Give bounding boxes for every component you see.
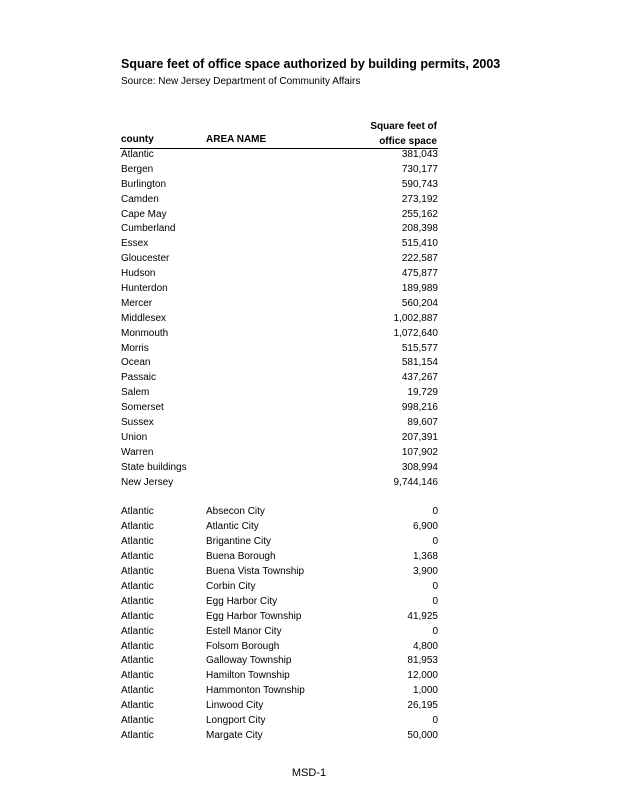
cell-county: Passaic — [121, 372, 157, 384]
cell-office-space: 9,744,146 — [393, 476, 438, 488]
column-header-office-space-line2: office space — [379, 136, 437, 147]
table-row — [121, 386, 438, 401]
cell-county: Salem — [121, 387, 150, 399]
table-row — [121, 580, 438, 595]
cell-office-space: 0 — [432, 580, 438, 592]
cell-office-space: 0 — [432, 506, 438, 518]
cell-office-space: 515,577 — [401, 342, 438, 354]
cell-area-name: Egg Harbor City — [206, 595, 278, 607]
section-spacer — [121, 490, 438, 505]
table-row — [121, 640, 438, 655]
cell-county: Ocean — [121, 357, 151, 369]
data-table — [121, 148, 438, 744]
municipal-section — [121, 505, 438, 743]
table-row — [121, 535, 438, 550]
cell-office-space: 26,195 — [407, 700, 438, 712]
table-row — [121, 565, 438, 580]
table-row — [121, 178, 438, 193]
cell-county: Hunterdon — [121, 283, 168, 295]
table-row — [121, 222, 438, 237]
cell-area-name: Linwood City — [206, 700, 264, 712]
cell-office-space: 581,154 — [401, 357, 438, 369]
cell-office-space: 19,729 — [407, 387, 438, 399]
cell-office-space: 0 — [432, 595, 438, 607]
cell-office-space: 730,177 — [401, 163, 438, 175]
cell-area-name: Egg Harbor Township — [206, 610, 302, 622]
cell-county: Essex — [121, 238, 149, 250]
cell-area-name: Buena Borough — [206, 551, 276, 563]
cell-county: State buildings — [121, 461, 187, 473]
cell-county: Middlesex — [121, 312, 167, 324]
cell-county: Atlantic — [121, 610, 154, 622]
cell-county: Atlantic — [121, 566, 154, 578]
table-row — [121, 714, 438, 729]
table-row — [121, 654, 438, 669]
cell-county: Atlantic — [121, 149, 154, 160]
cell-office-space: 41,925 — [407, 610, 438, 622]
cell-area-name: Folsom Borough — [206, 640, 280, 652]
cell-office-space: 1,002,887 — [393, 312, 438, 324]
cell-office-space: 81,953 — [407, 655, 438, 667]
cell-area-name: Corbin City — [206, 580, 256, 592]
table-row — [121, 625, 438, 640]
table-row — [121, 267, 438, 282]
cell-county: Somerset — [121, 402, 164, 414]
table-row — [121, 669, 438, 684]
column-header-office-space-line1: Square feet of — [370, 121, 437, 132]
cell-area-name: Absecon City — [206, 506, 265, 518]
cell-county: Atlantic — [121, 729, 154, 741]
table-row — [121, 431, 438, 446]
table-row — [121, 312, 438, 327]
cell-county: New Jersey — [121, 476, 174, 488]
table-row — [121, 193, 438, 208]
cell-area-name: Buena Vista Township — [206, 566, 305, 578]
cell-office-space: 560,204 — [401, 297, 438, 309]
table-row — [121, 729, 438, 744]
table-row — [121, 699, 438, 714]
table-row — [121, 416, 438, 431]
cell-office-space: 1,368 — [412, 551, 438, 563]
cell-county: Atlantic — [121, 506, 154, 518]
cell-county: Atlantic — [121, 700, 154, 712]
table-row — [121, 446, 438, 461]
cell-county: Atlantic — [121, 580, 154, 592]
cell-area-name: Margate City — [206, 729, 263, 741]
cell-county: Camden — [121, 193, 159, 205]
table-row — [121, 208, 438, 223]
cell-county: Sussex — [121, 417, 154, 429]
cell-office-space: 50,000 — [407, 729, 438, 741]
cell-county: Atlantic — [121, 655, 154, 667]
cell-office-space: 998,216 — [401, 402, 438, 414]
table-row — [121, 461, 438, 476]
table-row — [121, 297, 438, 312]
column-header-office-space — [330, 119, 437, 149]
cell-county: Monmouth — [121, 327, 169, 339]
cell-county: Union — [121, 431, 148, 443]
cell-area-name: Hammonton Township — [206, 685, 305, 697]
cell-office-space: 590,743 — [401, 178, 438, 190]
cell-county: Atlantic — [121, 625, 154, 637]
cell-county: Morris — [121, 342, 149, 354]
cell-county: Cumberland — [121, 223, 176, 235]
cell-county: Atlantic — [121, 640, 154, 652]
table-row — [121, 505, 438, 520]
cell-county: Hudson — [121, 268, 156, 280]
table-row — [121, 148, 438, 163]
table-row — [121, 684, 438, 699]
cell-county: Atlantic — [121, 536, 154, 548]
column-header-county: county — [121, 134, 154, 145]
table-row — [121, 342, 438, 357]
cell-office-space: 6,900 — [412, 521, 438, 533]
table-row — [121, 282, 438, 297]
cell-office-space: 222,587 — [401, 253, 438, 265]
table-row — [121, 163, 438, 178]
cell-county: Atlantic — [121, 714, 154, 726]
cell-area-name: Brigantine City — [206, 536, 272, 548]
cell-office-space: 12,000 — [407, 670, 438, 682]
cell-county: Atlantic — [121, 521, 154, 533]
cell-county: Atlantic — [121, 551, 154, 563]
table-row — [121, 610, 438, 625]
cell-office-space: 0 — [432, 625, 438, 637]
cell-office-space: 208,398 — [401, 223, 438, 235]
cell-county: Atlantic — [121, 670, 154, 682]
table-row — [121, 476, 438, 491]
cell-office-space: 475,877 — [401, 268, 438, 280]
cell-county: Atlantic — [121, 685, 154, 697]
cell-office-space: 0 — [432, 536, 438, 548]
cell-office-space: 89,607 — [407, 417, 438, 429]
table-row — [121, 520, 438, 535]
page-title: Square feet of office space authorized by building permits, 2003 — [121, 57, 501, 71]
cell-area-name: Galloway Township — [206, 655, 292, 667]
cell-office-space: 1,072,640 — [393, 327, 438, 339]
table-row — [121, 252, 438, 267]
cell-office-space: 308,994 — [401, 461, 438, 473]
table-row — [121, 550, 438, 565]
cell-office-space: 437,267 — [401, 372, 438, 384]
cell-county: Warren — [121, 446, 154, 458]
table-row — [121, 401, 438, 416]
cell-office-space: 207,391 — [401, 431, 438, 443]
cell-county: Burlington — [121, 178, 167, 190]
cell-office-space: 189,989 — [401, 283, 438, 295]
column-header-area-name: AREA NAME — [206, 134, 267, 145]
cell-county: Cape May — [121, 208, 167, 220]
cell-office-space: 1,000 — [412, 685, 438, 697]
page-footer: MSD-1 — [291, 767, 327, 779]
cell-office-space: 3,900 — [412, 566, 438, 578]
cell-county: Bergen — [121, 163, 154, 175]
table-row — [121, 327, 438, 342]
cell-county: Mercer — [121, 297, 153, 309]
cell-office-space: 107,902 — [401, 446, 438, 458]
cell-office-space: 0 — [432, 714, 438, 726]
cell-area-name: Estell Manor City — [206, 625, 282, 637]
cell-area-name: Atlantic City — [206, 521, 259, 533]
cell-office-space: 4,800 — [412, 640, 438, 652]
source-note: Source: New Jersey Department of Community Affairs — [121, 76, 361, 87]
cell-office-space: 255,162 — [401, 208, 438, 220]
table-row — [121, 237, 438, 252]
table-row — [121, 371, 438, 386]
cell-office-space: 273,192 — [401, 193, 438, 205]
cell-area-name: Hamilton Township — [206, 670, 290, 682]
cell-area-name: Longport City — [206, 714, 266, 726]
table-row — [121, 595, 438, 610]
cell-county: Gloucester — [121, 253, 170, 265]
cell-office-space: 381,043 — [401, 149, 438, 160]
cell-office-space: 515,410 — [401, 238, 438, 250]
table-row — [121, 356, 438, 371]
cell-county: Atlantic — [121, 595, 154, 607]
county-totals-section — [121, 148, 438, 490]
